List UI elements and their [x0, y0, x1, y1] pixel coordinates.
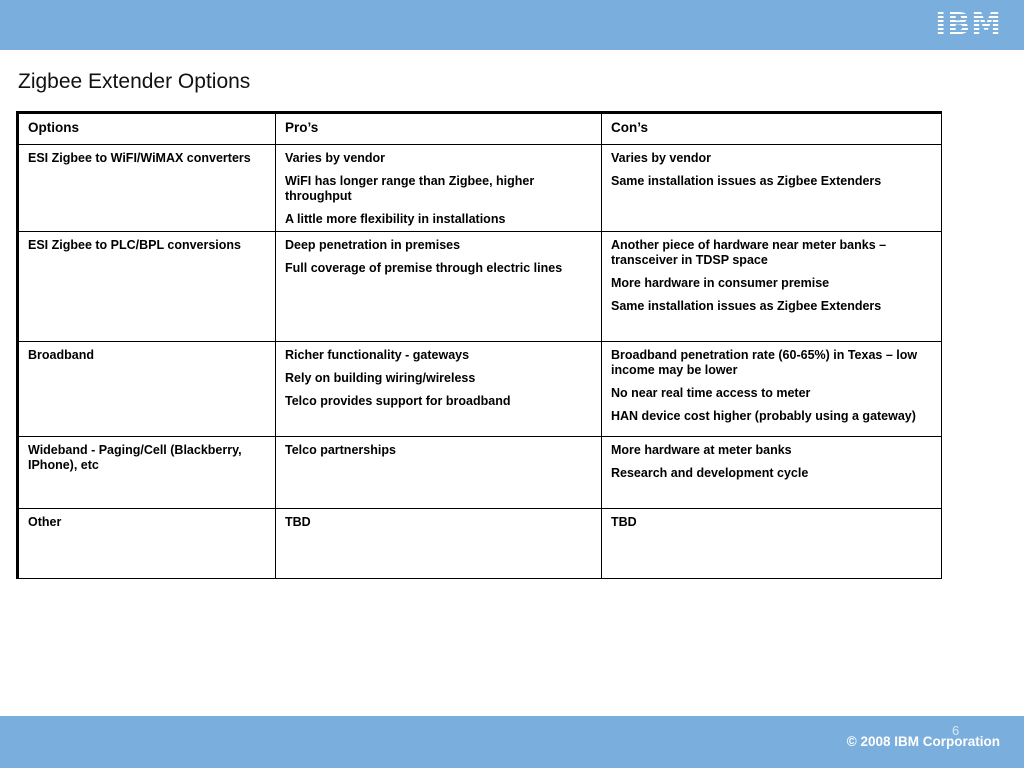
cons-item: TBD	[611, 515, 637, 529]
cons-item: More hardware in consumer premise	[611, 276, 830, 290]
copyright-text: © 2008 IBM Corporation	[846, 734, 1000, 749]
pros-item: Telco partnerships	[285, 443, 396, 457]
option-cell: Broadband	[18, 342, 276, 437]
pros-cell	[276, 232, 602, 342]
pros-item: Rely on building wiring/wireless	[285, 371, 476, 385]
pros-cell	[276, 342, 602, 437]
options-table	[16, 111, 942, 579]
cons-item: Varies by vendor	[611, 151, 712, 165]
pros-cell	[276, 437, 602, 509]
cons-cell	[602, 145, 942, 232]
cons-item: Broadband penetration rate (60-65%) in Texas – low income may be lower	[611, 348, 918, 377]
table-row	[18, 232, 942, 342]
cons-cell	[602, 342, 942, 437]
pros-item: TBD	[285, 515, 311, 529]
pros-cell	[276, 145, 602, 232]
slide-title: Zigbee Extender Options	[18, 70, 251, 93]
table-header-row	[18, 113, 942, 145]
pros-item: Varies by vendor	[285, 151, 386, 165]
column-header-cons: Con’s	[602, 113, 942, 145]
cons-item: No near real time access to meter	[611, 386, 811, 400]
table-row	[18, 509, 942, 579]
cons-cell	[602, 232, 942, 342]
cons-item: Same installation issues as Zigbee Extenders	[611, 174, 882, 188]
cons-cell	[602, 437, 942, 509]
pros-item: WiFI has longer range than Zigbee, higher throughput	[285, 174, 535, 203]
column-header-pros: Pro’s	[276, 113, 602, 145]
cons-item: Another piece of hardware near meter banks – transceiver in TDSP space	[611, 238, 887, 267]
cons-cell	[602, 509, 942, 579]
cons-item: Same installation issues as Zigbee Extenders	[611, 299, 882, 313]
pros-cell	[276, 509, 602, 579]
option-cell: Wideband - Paging/Cell (Blackberry, IPhone), etc	[18, 437, 276, 509]
option-cell: ESI Zigbee to WiFI/WiMAX converters	[18, 145, 276, 232]
pros-item: Telco provides support for broadband	[285, 394, 511, 408]
ibm-logo: IBM	[935, 7, 1002, 42]
table-row	[18, 145, 942, 232]
page-number: 6	[952, 723, 960, 738]
table-row	[18, 437, 942, 509]
pros-item: Richer functionality - gateways	[285, 348, 470, 362]
cons-item: HAN device cost higher (probably using a gateway)	[611, 409, 916, 423]
pros-item: A little more flexibility in installations	[285, 212, 506, 226]
option-cell: ESI Zigbee to PLC/BPL conversions	[18, 232, 276, 342]
table-row	[18, 342, 942, 437]
pros-item: Deep penetration in premises	[285, 238, 461, 252]
cons-item: Research and development cycle	[611, 466, 809, 480]
pros-item: Full coverage of premise through electric lines	[285, 261, 563, 275]
option-cell: Other	[18, 509, 276, 579]
column-header-options: Options	[18, 113, 276, 145]
header-band	[0, 0, 1024, 50]
cons-item: More hardware at meter banks	[611, 443, 792, 457]
